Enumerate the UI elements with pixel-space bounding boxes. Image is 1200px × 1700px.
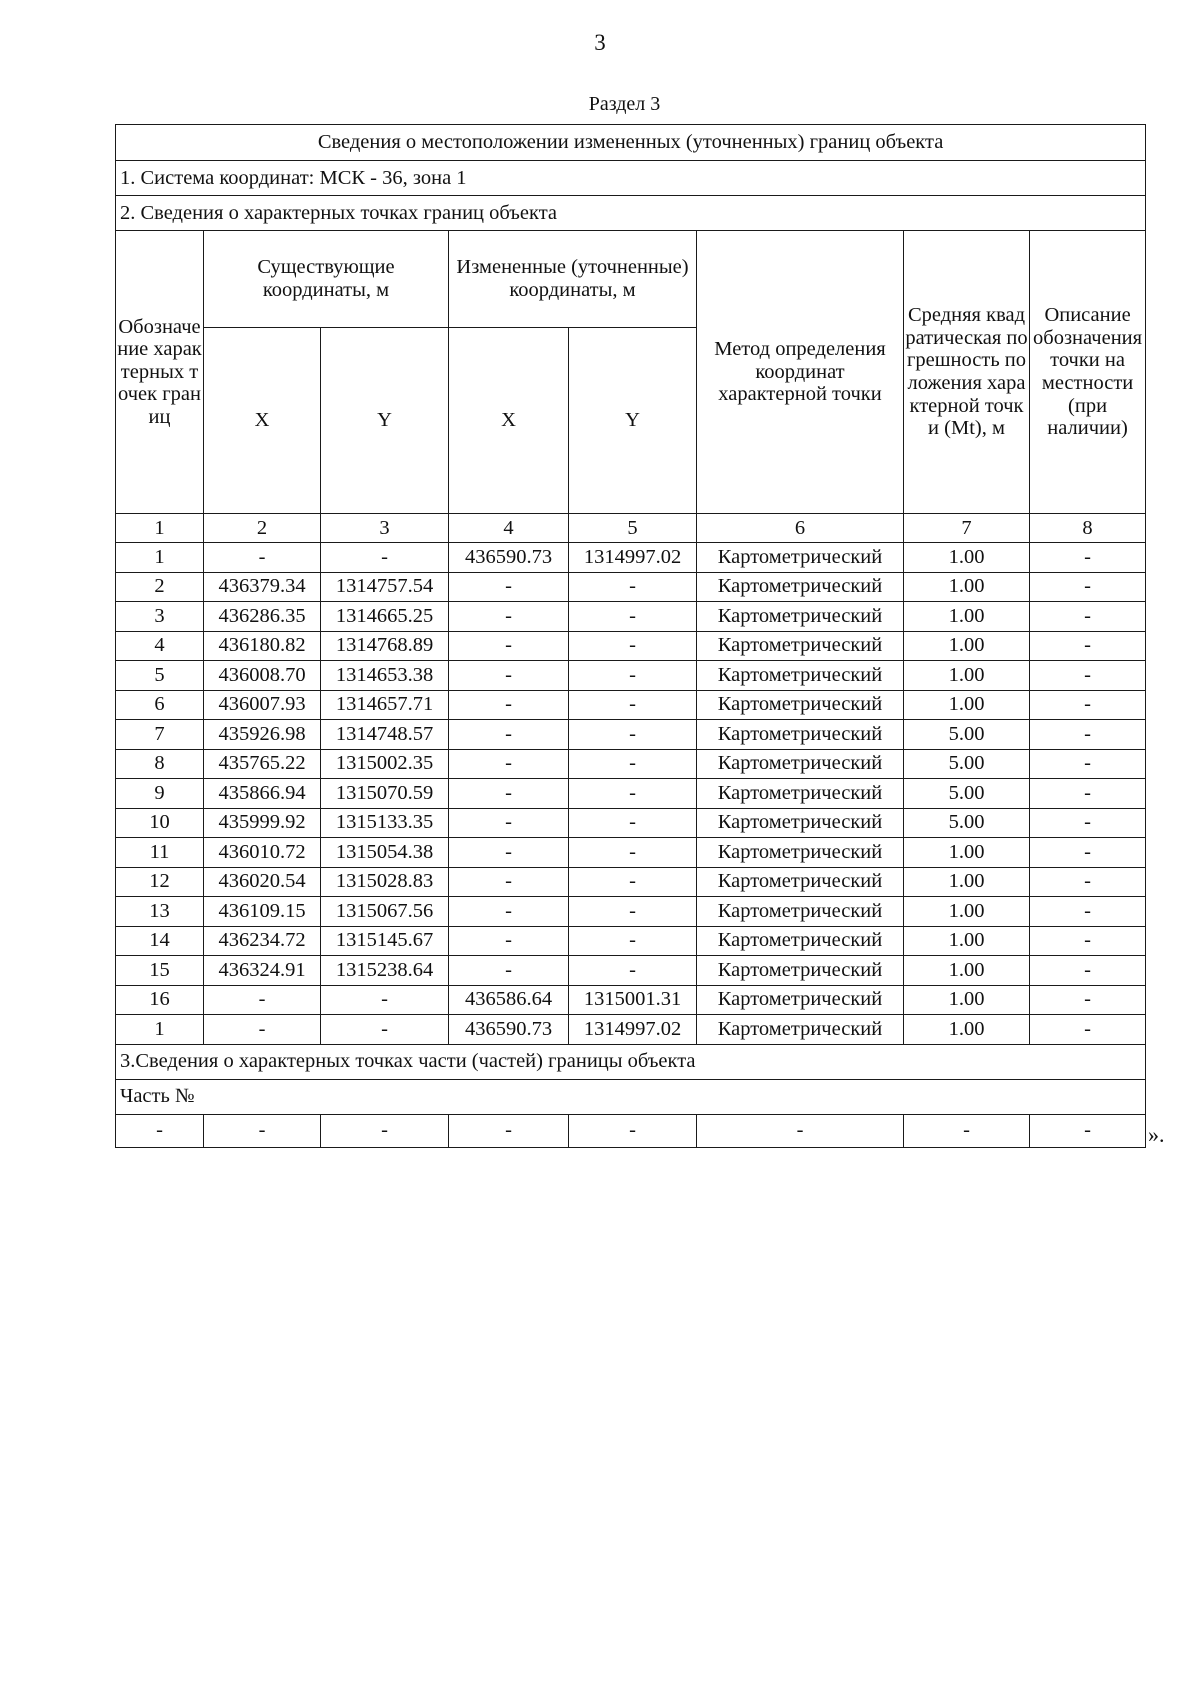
empty-cell: - [204,1114,321,1147]
cell-mean-error: 1.00 [904,1015,1030,1045]
cell-existing-y: 1315070.59 [321,779,449,809]
cell-method: Картометрический [697,690,904,720]
table-row [116,690,1146,720]
cell-point-description: - [1030,749,1146,779]
cell-changed-x: - [449,867,569,897]
empty-cell: - [449,1114,569,1147]
header-designation: Обозначение характерных точек границ [116,231,204,514]
cell-existing-y: 1314768.89 [321,631,449,661]
cell-mean-error: 5.00 [904,749,1030,779]
header-description: Описание обозначения точки на местности (при наличии) [1030,231,1146,514]
cell-existing-x: 436234.72 [204,926,321,956]
column-number: 3 [321,514,449,543]
cell-changed-x: - [449,808,569,838]
cell-changed-x: - [449,690,569,720]
cell-point-designation: 1 [116,1015,204,1045]
cell-point-description: - [1030,543,1146,573]
cell-mean-error: 1.00 [904,926,1030,956]
empty-cell: - [1030,1114,1146,1147]
table-row [116,661,1146,691]
table-row [116,867,1146,897]
cell-mean-error: 1.00 [904,897,1030,927]
cell-point-designation: 12 [116,867,204,897]
cell-existing-x: 436286.35 [204,602,321,632]
cell-existing-y: 1315002.35 [321,749,449,779]
cell-changed-x: - [449,897,569,927]
cell-point-designation: 6 [116,690,204,720]
table-row [116,779,1146,809]
column-number: 5 [569,514,697,543]
column-number: 2 [204,514,321,543]
header-existing-coords: Существующие координаты, м [204,231,449,328]
cell-existing-x: - [204,1015,321,1045]
table-row [116,926,1146,956]
cell-mean-error: 1.00 [904,572,1030,602]
cell-mean-error: 1.00 [904,985,1030,1015]
table-row [116,985,1146,1015]
cell-method: Картометрический [697,720,904,750]
cell-changed-y: - [569,749,697,779]
cell-changed-x: - [449,631,569,661]
cell-point-designation: 10 [116,808,204,838]
cell-mean-error: 1.00 [904,690,1030,720]
table-row [116,838,1146,868]
cell-point-description: - [1030,926,1146,956]
table-row [116,720,1146,750]
cell-existing-x: - [204,985,321,1015]
header-changed-y: Y [569,328,697,514]
cell-method: Картометрический [697,838,904,868]
table-row [116,1015,1146,1045]
cell-method: Картометрический [697,1015,904,1045]
cell-mean-error: 5.00 [904,720,1030,750]
cell-changed-y: 1315001.31 [569,985,697,1015]
cell-existing-y: 1314748.57 [321,720,449,750]
cell-point-designation: 15 [116,956,204,986]
empty-cell: - [116,1114,204,1147]
cell-point-description: - [1030,661,1146,691]
cell-existing-x: 435999.92 [204,808,321,838]
table-row [116,631,1146,661]
cell-point-description: - [1030,720,1146,750]
cell-point-description: - [1030,867,1146,897]
cell-point-description: - [1030,897,1146,927]
cell-point-description: - [1030,1015,1146,1045]
parts-section-heading: 3.Сведения о характерных точках части (частей) границы объекта [116,1044,1146,1079]
cell-mean-error: 1.00 [904,631,1030,661]
cell-changed-x: - [449,602,569,632]
cell-method: Картометрический [697,543,904,573]
cell-changed-y: - [569,779,697,809]
cell-mean-error: 5.00 [904,808,1030,838]
cell-method: Картометрический [697,808,904,838]
cell-existing-y: 1315238.64 [321,956,449,986]
column-number: 8 [1030,514,1146,543]
cell-point-designation: 3 [116,602,204,632]
cell-existing-x: 436109.15 [204,897,321,927]
cell-point-designation: 8 [116,749,204,779]
column-number-row [116,514,1146,543]
cell-existing-x: 435765.22 [204,749,321,779]
cell-method: Картометрический [697,779,904,809]
cell-point-description: - [1030,808,1146,838]
cell-existing-x: 436180.82 [204,631,321,661]
cell-mean-error: 1.00 [904,956,1030,986]
cell-changed-y: - [569,956,697,986]
cell-changed-y: 1314997.02 [569,1015,697,1045]
cell-changed-x: 436586.64 [449,985,569,1015]
cell-existing-y: 1315133.35 [321,808,449,838]
cell-point-description: - [1030,956,1146,986]
header-method: Метод определения координат характерной точки [697,231,904,514]
empty-cell: - [321,1114,449,1147]
cell-changed-x: - [449,838,569,868]
empty-cell: - [697,1114,904,1147]
cell-changed-y: - [569,661,697,691]
cell-changed-y: - [569,720,697,750]
cell-existing-y: 1315054.38 [321,838,449,868]
empty-part-row [116,1114,1146,1147]
cell-existing-x: 436010.72 [204,838,321,868]
cell-point-designation: 1 [116,543,204,573]
cell-existing-y: 1314665.25 [321,602,449,632]
cell-existing-y: - [321,1015,449,1045]
cell-point-description: - [1030,690,1146,720]
cell-changed-x: - [449,779,569,809]
cell-changed-x: - [449,749,569,779]
cell-changed-x: - [449,956,569,986]
table-row [116,572,1146,602]
cell-existing-y: 1314757.54 [321,572,449,602]
column-number: 1 [116,514,204,543]
coordinate-system: 1. Система координат: МСК - 36, зона 1 [116,161,1146,196]
cell-existing-x: 436020.54 [204,867,321,897]
cell-method: Картометрический [697,956,904,986]
cell-mean-error: 1.00 [904,867,1030,897]
cell-point-designation: 2 [116,572,204,602]
table-row [116,808,1146,838]
cell-changed-x: 436590.73 [449,543,569,573]
cell-existing-x: - [204,543,321,573]
cell-existing-x: 436324.91 [204,956,321,986]
cell-method: Картометрический [697,602,904,632]
cell-existing-y: - [321,985,449,1015]
cell-point-description: - [1030,631,1146,661]
table-row [116,749,1146,779]
boundary-points-table [115,124,1146,1148]
cell-method: Картометрический [697,926,904,956]
cell-mean-error: 5.00 [904,779,1030,809]
cell-point-designation: 7 [116,720,204,750]
cell-method: Картометрический [697,572,904,602]
cell-changed-x: - [449,720,569,750]
cell-changed-y: - [569,897,697,927]
column-number: 6 [697,514,904,543]
cell-point-description: - [1030,572,1146,602]
cell-point-description: - [1030,838,1146,868]
section-title: Раздел 3 [588,93,661,115]
empty-cell: - [569,1114,697,1147]
cell-changed-x: - [449,926,569,956]
cell-point-designation: 16 [116,985,204,1015]
cell-changed-y: - [569,926,697,956]
cell-mean-error: 1.00 [904,543,1030,573]
page-number: 3 [594,30,606,55]
cell-changed-y: - [569,690,697,720]
column-number: 7 [904,514,1030,543]
header-existing-x: X [204,328,321,514]
cell-changed-y: - [569,631,697,661]
cell-point-designation: 11 [116,838,204,868]
header-changed-coords: Измененные (уточненные) координаты, м [449,231,697,328]
cell-method: Картометрический [697,749,904,779]
cell-method: Картометрический [697,985,904,1015]
cell-point-description: - [1030,779,1146,809]
part-number-label: Часть № [116,1079,1146,1114]
closing-quote-mark: ». [1148,1122,1165,1147]
cell-existing-x: 435926.98 [204,720,321,750]
cell-point-designation: 13 [116,897,204,927]
cell-mean-error: 1.00 [904,602,1030,632]
cell-method: Картометрический [697,897,904,927]
cell-changed-y: 1314997.02 [569,543,697,573]
cell-method: Картометрический [697,631,904,661]
cell-changed-y: - [569,808,697,838]
cell-changed-y: - [569,602,697,632]
cell-existing-y: 1315067.56 [321,897,449,927]
column-number: 4 [449,514,569,543]
cell-method: Картометрический [697,867,904,897]
cell-changed-y: - [569,867,697,897]
cell-point-description: - [1030,985,1146,1015]
cell-point-designation: 14 [116,926,204,956]
table-row [116,956,1146,986]
cell-existing-y: 1314653.38 [321,661,449,691]
cell-existing-y: 1315145.67 [321,926,449,956]
cell-changed-y: - [569,572,697,602]
cell-existing-x: 436008.70 [204,661,321,691]
cell-mean-error: 1.00 [904,838,1030,868]
cell-existing-x: 436007.93 [204,690,321,720]
cell-point-description: - [1030,602,1146,632]
cell-existing-y: 1315028.83 [321,867,449,897]
cell-changed-x: 436590.73 [449,1015,569,1045]
cell-existing-x: 435866.94 [204,779,321,809]
cell-point-designation: 5 [116,661,204,691]
cell-point-designation: 4 [116,631,204,661]
cell-existing-y: - [321,543,449,573]
cell-existing-y: 1314657.71 [321,690,449,720]
table-row [116,897,1146,927]
table-row [116,543,1146,573]
header-error: Средняя квадратическая погрешность положения характерной точки (Mt), м [904,231,1030,514]
cell-changed-x: - [449,661,569,691]
cell-changed-x: - [449,572,569,602]
cell-point-designation: 9 [116,779,204,809]
points-section-heading: 2. Сведения о характерных точках границ объекта [116,196,1146,231]
table-title: Сведения о местоположении измененных (уточненных) границ объекта [116,125,1146,161]
cell-changed-y: - [569,838,697,868]
cell-mean-error: 1.00 [904,661,1030,691]
header-changed-x: X [449,328,569,514]
cell-existing-x: 436379.34 [204,572,321,602]
empty-cell: - [904,1114,1030,1147]
header-existing-y: Y [321,328,449,514]
cell-method: Картометрический [697,661,904,691]
table-row [116,602,1146,632]
